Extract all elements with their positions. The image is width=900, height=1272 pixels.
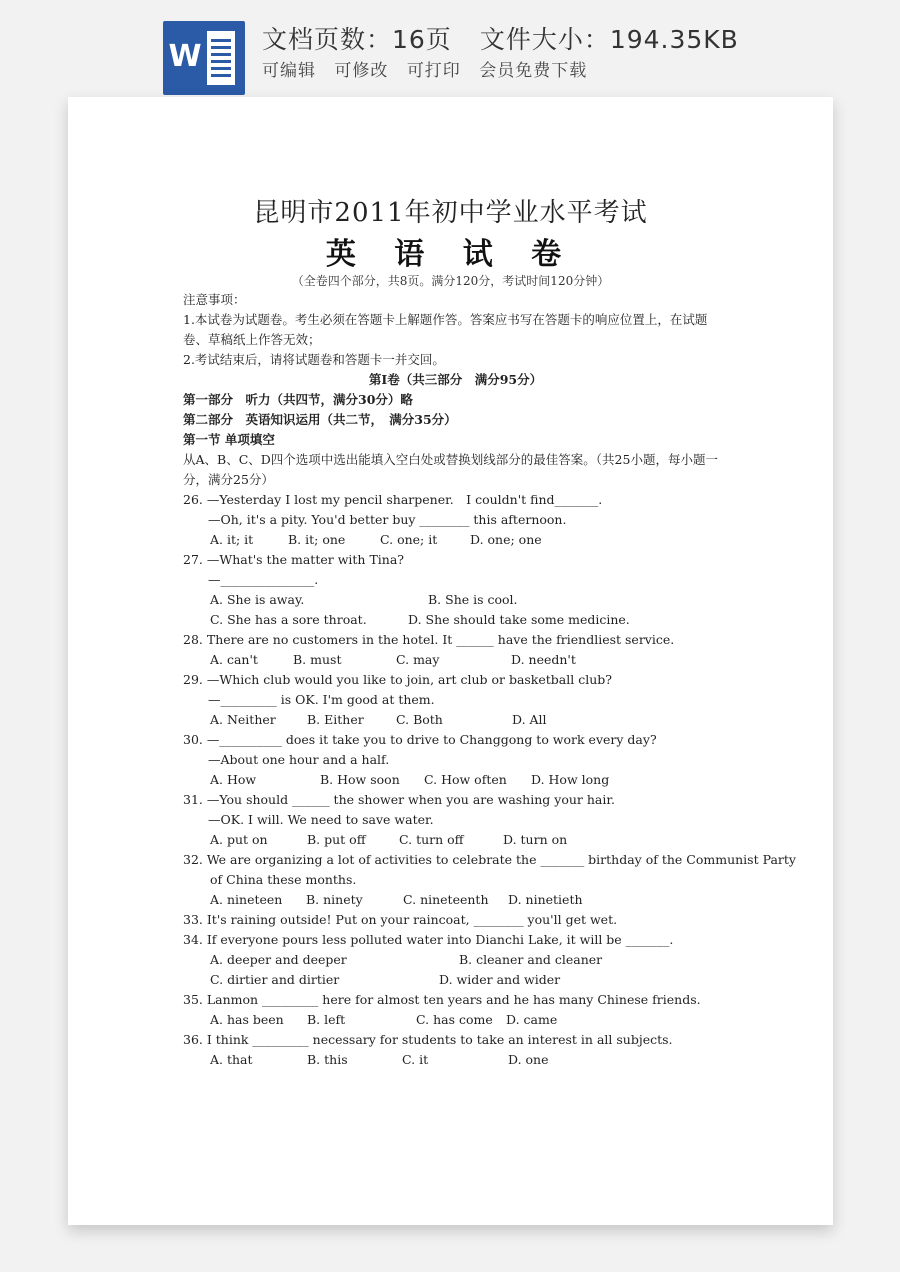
option: D. turn on <box>503 832 568 847</box>
question-27-reply: —_______________. <box>208 572 319 587</box>
volume-heading: 第Ⅰ卷（共三部分 满分95分） <box>368 372 543 387</box>
exam-title: 昆明市2011年初中学业水平考试 <box>253 198 648 228</box>
option: B. How soon <box>320 772 400 787</box>
feature-list <box>262 56 599 81</box>
option: C. Both <box>396 712 443 727</box>
file-size: 文件大小：194.35KB <box>479 25 739 54</box>
notice-item-1: 1.本试卷为试题卷。考生必须在答题卡上解题作答。答案应书写在答题卡的响应位置上，在试题卷、草稿纸上作答无效； <box>183 312 708 347</box>
option: C. one; it <box>380 532 438 547</box>
option: A. it; it <box>210 532 254 547</box>
question-28-options <box>183 650 728 670</box>
question-34-options-row1 <box>183 950 728 970</box>
question-27: 27. —What's the matter with Tina? <box>183 552 404 567</box>
question-32: 32. We are organizing a lot of activities to celebrate the _______ birthday of the Communist Party <box>183 852 796 867</box>
word-doc-icon <box>163 21 245 95</box>
document-page <box>68 97 833 1225</box>
question-28: 28. There are no customers in the hotel. It ______ have the friendliest service. <box>183 632 675 647</box>
option: D. She should take some medicine. <box>408 612 630 627</box>
option: C. nineteenth <box>403 892 489 907</box>
question-35: 35. Lanmon _________ here for almost ten years and he has many Chinese friends. <box>183 992 701 1007</box>
notice-item-2: 2.考试结束后，请将试题卷和答题卡一并交回。 <box>183 352 445 367</box>
option: B. must <box>293 652 342 667</box>
option: A. She is away. <box>210 592 305 607</box>
option: C. turn off <box>399 832 464 847</box>
option: A. nineteen <box>210 892 283 907</box>
option: B. this <box>307 1052 348 1067</box>
feature-download[interactable]: 会员免费下载 <box>479 61 588 81</box>
question-26-reply: —Oh, it's a pity. You'd better buy ________ this afternoon. <box>208 512 567 527</box>
option: A. can't <box>210 652 258 667</box>
part-1-heading: 第一部分 听力（共四节，满分30分）略 <box>183 392 413 407</box>
option: A. Neither <box>210 712 276 727</box>
feature-editable: 可编辑 <box>262 61 316 81</box>
option: C. may <box>396 652 440 667</box>
option: B. cleaner and cleaner <box>459 952 603 967</box>
question-32-cont: of China these months. <box>210 872 357 887</box>
option: D. wider and wider <box>439 972 561 987</box>
question-35-options <box>183 1010 728 1030</box>
option: C. How often <box>424 772 507 787</box>
exam-body <box>183 290 796 1070</box>
option: A. has been <box>210 1012 284 1027</box>
option: C. She has a sore throat. <box>210 612 367 627</box>
question-27-options-row2 <box>183 610 728 630</box>
option: B. ninety <box>306 892 363 907</box>
option: B. Either <box>307 712 364 727</box>
question-36-options <box>183 1050 728 1070</box>
option: B. left <box>307 1012 346 1027</box>
question-27-options-row1 <box>183 590 728 610</box>
option: C. it <box>402 1052 429 1067</box>
question-33: 33. It's raining outside! Put on your raincoat, ________ you'll get wet. <box>183 912 618 927</box>
doc-meta <box>262 20 739 56</box>
exam-subject: 英 语 试 卷 <box>325 237 576 272</box>
notice-heading: 注意事项： <box>183 292 246 307</box>
question-30-reply: —About one hour and a half. <box>208 752 390 767</box>
option: C. has come <box>416 1012 493 1027</box>
option: B. put off <box>307 832 366 847</box>
question-26-options <box>183 530 728 550</box>
word-icon-letter: W <box>168 39 202 74</box>
question-29-options <box>183 710 728 730</box>
option: D. came <box>506 1012 558 1027</box>
option: D. one <box>508 1052 549 1067</box>
option: A. deeper and deeper <box>210 952 347 967</box>
option: C. dirtier and dirtier <box>210 972 340 987</box>
section-1-heading: 第一节 单项填空 <box>183 432 275 447</box>
question-31-options <box>183 830 728 850</box>
option: D. All <box>512 712 547 727</box>
download-banner <box>0 0 900 100</box>
question-32-options <box>183 890 728 910</box>
question-31-reply: —OK. I will. We need to save water. <box>208 812 434 827</box>
part-2-heading: 第二部分 英语知识运用（共二节， 满分35分） <box>183 412 457 427</box>
section-instructions: 从A、B、C、D四个选项中选出能填入空白处或替换划线部分的最佳答案。（共25小题，每小题一分，满分25分） <box>183 452 718 487</box>
question-30-options <box>183 770 728 790</box>
question-34: 34. If everyone pours less polluted water into Dianchi Lake, it will be _______. <box>183 932 674 947</box>
option: A. put on <box>210 832 268 847</box>
question-29-reply: —_________ is OK. I'm good at them. <box>208 692 435 707</box>
question-29: 29. —Which club would you like to join, art club or basketball club? <box>183 672 612 687</box>
question-34-options-row2 <box>183 970 728 990</box>
option: D. How long <box>531 772 610 787</box>
option: D. ninetieth <box>508 892 583 907</box>
feature-printable: 可打印 <box>406 61 461 81</box>
question-36: 36. I think _________ necessary for students to take an interest in all subjects. <box>183 1032 673 1047</box>
option: B. She is cool. <box>428 592 518 607</box>
option: A. How <box>210 772 257 787</box>
question-30: 30. —__________ does it take you to drive to Changgong to work every day? <box>183 732 657 747</box>
feature-modifiable: 可修改 <box>334 61 389 81</box>
exam-subtitle: （全卷四个部分，共8页。满分120分，考试时间120分钟） <box>291 274 610 288</box>
option: B. it; one <box>288 532 346 547</box>
question-26: 26. —Yesterday I lost my pencil sharpener. I couldn't find_______. <box>183 492 603 507</box>
option: A. that <box>210 1052 253 1067</box>
option: D. needn't <box>511 652 576 667</box>
question-31: 31. —You should ______ the shower when you are washing your hair. <box>183 792 615 807</box>
option: D. one; one <box>470 532 542 547</box>
page-count: 文档页数：16页 <box>262 25 452 54</box>
